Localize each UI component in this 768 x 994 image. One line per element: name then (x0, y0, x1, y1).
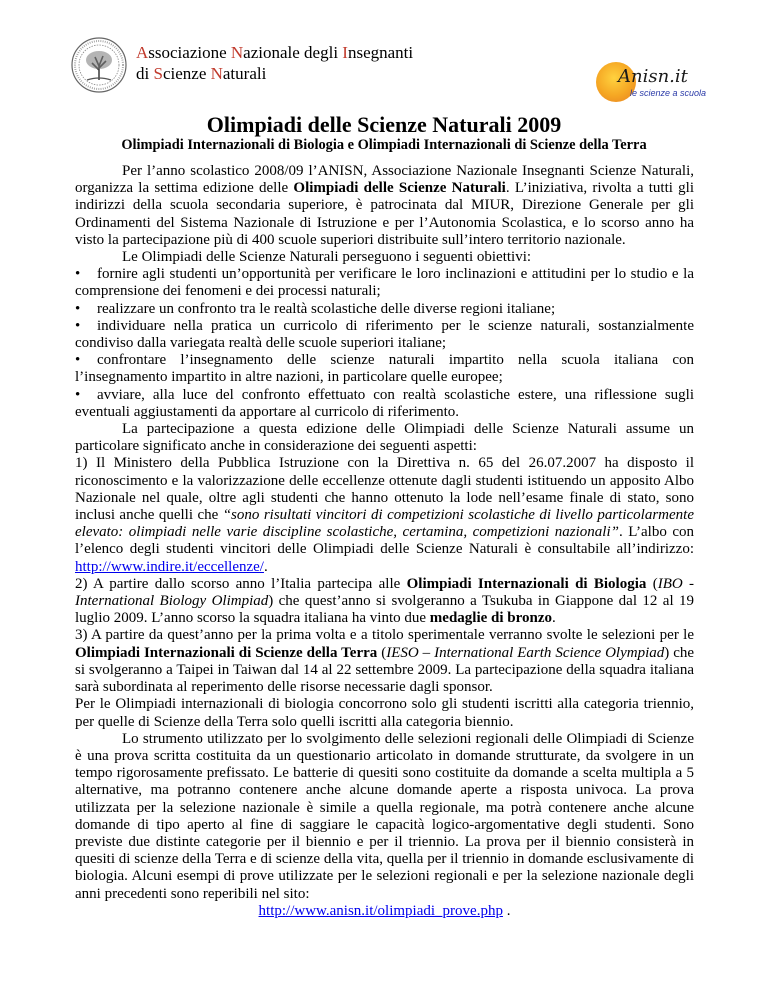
indire-link[interactable]: http://www.indire.it/eccellenze/ (75, 558, 264, 575)
document-body (75, 163, 694, 920)
bullet-icon: • (75, 300, 81, 317)
bullet-icon: • (75, 317, 81, 334)
association-name (136, 42, 413, 84)
page-subtitle: Olimpiadi Internazionali di Biologia e Olimpiadi Internazionali di Scienze della Terra (121, 137, 647, 153)
bullet-icon: • (75, 352, 81, 369)
aspect-2: 2) A partire dallo scorso anno l’Italia partecipa alle Olimpiadi Internazionali di Biologia (IBO - International Biology Olimpiad) che quest’anno si svolgeranno a Tsukuba in Giappone dal 12 al 19 luglio 2009. L’anno scorso la squadra italiana ha vinto due medaglie di bronzo. (75, 575, 695, 627)
bullet-icon: • (75, 386, 81, 403)
aspects-intro: La partecipazione a questa edizione delle Olimpiadi delle Scienze Naturali assume un particolare significato anche in considerazione dei seguenti aspetti: (75, 421, 694, 455)
bullet-icon: • (75, 266, 81, 283)
brand-name: Anisn.it (618, 66, 688, 87)
brand-tagline: le scienze a scuola (630, 88, 707, 98)
objectives-intro: Le Olimpiadi delle Scienze Naturali perseguono i seguenti obiettivi: (122, 249, 532, 266)
page-title: Olimpiadi delle Scienze Naturali 2009 (206, 112, 562, 137)
test-paragraph: Lo strumento utilizzato per lo svolgimento delle selezioni regionali delle Olimpiadi di Scienze è una prova scritta costituita da un questionario articolato in domande strutturate, da svolgere in un tempo rigorosamente prefissato. Le batterie di quesiti sono costituite da domande a scelta multipla a 5 alternative, ma potranno contenere anche alcune domande aperte a risposta univoca. La prova utilizzata per la selezione nazionale è simile a quella regionale, ma potrà contenere anche alcune domande di tipo aperto al fine di saggiare le capacità logico-argomentative degli studenti. Sono previste due distinte categorie per il biennio e per il triennio. La prova per il biennio consisterà in quesiti di scienze della Terra e di scienze della vita, quella per il triennio in domande esclusivamente di biologia. Alcuni esempi di prove utilizzate per le selezioni regionali e per la selezione nazionale degli anni precedenti sono reperibili nel sito: (75, 730, 694, 902)
objective-item: • fornire agli studenti un’opportunità per verificare le loro inclinazioni e attitudini per lo studio e la comprensione dei fenomeni e dei processi naturali; (75, 266, 694, 300)
intro-paragraph: Per l’anno scolastico 2008/09 l’ANISN, Associazione Nazionale Insegnanti Scienze Naturali, organizza la settima edizione delle Olimpiadi delle Scienze Naturali. L’iniziativa, rivolta a tutti gli indirizzi della scuola secondaria superiore, è patrocinata dal MIUR, Direzione Generale per gli Ordinamenti del Sistema Nazionale di Istruzione e per l’Autonomia Scolastica, e lo scorso anno ha visto la partecipazione più di 400 scuole superiori distribuite sull’intero territorio nazionale. (75, 163, 694, 248)
association-line-1: Associazione Nazionale degli Insegnanti (136, 43, 414, 62)
objective-item: • confrontare l’insegnamento delle scienze naturali impartito nella scuola italiana con l’insegnamento impartito in altre nazioni, in particolare quelle europee; (75, 352, 694, 386)
anisn-logo (596, 60, 706, 104)
objective-item: • avviare, alla luce del confronto effettuato con realtà scolastiche estere, una riflessione sugli eventuali aggiustamenti da apportare al curricolo di riferimento. (75, 386, 694, 420)
categories-paragraph: Per le Olimpiadi internazionali di biologia concorrono solo gli studenti iscritti alla categoria triennio, per quelle di Scienze della Terra solo quelli iscritti alla categoria biennio. (75, 696, 694, 730)
aspect-3: 3) A partire da quest’anno per la prima volta e a titolo sperimentale verranno svolte le selezioni per le Olimpiadi Internazionali di Scienze della Terra (IESO – International Earth Science Olympiad) che si svolgeranno a Taipei in Taiwan dal 14 al 22 settembre 2009. La partecipazione della squadra italiana sarà subordinata al reperimento delle risorse necessarie dagli sponsor. (75, 627, 695, 696)
association-seal-icon (70, 36, 128, 94)
objective-item: • individuare nella pratica un curricolo di riferimento per le scienze naturali, sostanzialmente condiviso dalla variegata realtà delle scuole superiori italiane; (75, 317, 694, 352)
aspect-1: 1) Il Ministero della Pubblica Istruzione con la Direttiva n. 65 del 26.07.2007 ha disposto il riconoscimento e la valorizzazione delle eccellenze ottenute dagli studenti istituendo un apposito Albo Nazionale nel quale, oltre agli studenti che hanno ottenuto la lode nell’esame finale di stato, sono inclusi anche quelli che “sono risultati vincitori di competizioni scolastiche di livello particolarmente elevato: olimpiadi nelle varie discipline scolastiche, certamina, competizioni nazionali”. L’albo con l’elenco degli studenti vincitori delle Olimpiadi delle Scienze Naturali è consultabile all’indirizzo: http://www.indire.it/eccellenze/. (75, 455, 694, 575)
anisn-prove-link[interactable]: http://www.anisn.it/olimpiadi_prove.php (258, 902, 503, 919)
final-link-line: http://www.anisn.it/olimpiadi_prove.php . (258, 902, 511, 919)
association-line-2: di Scienze Naturali (136, 64, 267, 83)
objective-item: • realizzare un confronto tra le realtà scolastiche delle diverse regioni italiane; (75, 300, 556, 317)
